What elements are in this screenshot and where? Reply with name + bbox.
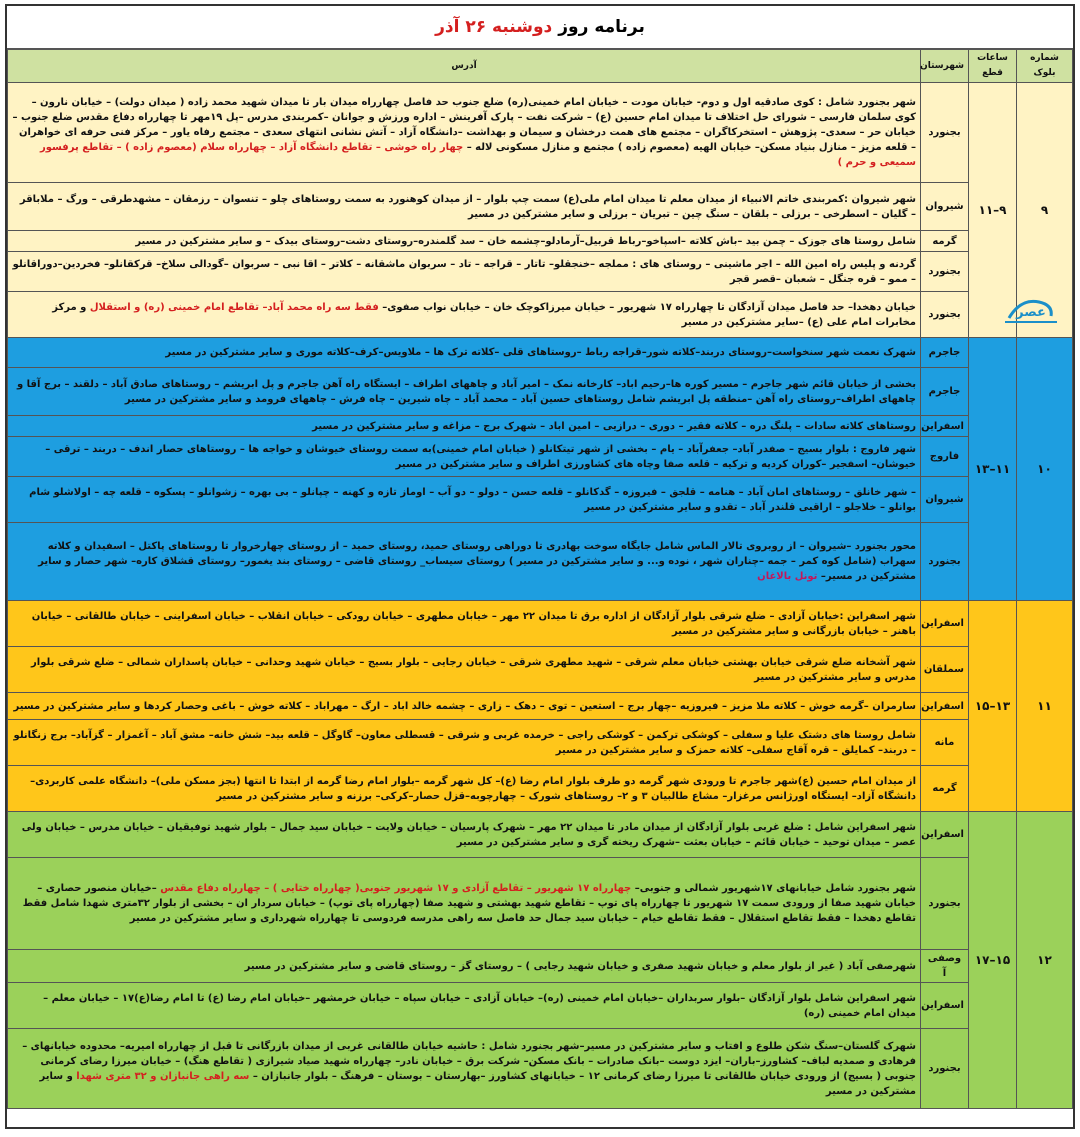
address-cell <box>8 812 921 858</box>
address-text: از میدان امام حسین (ع)شهر جاجرم تا ورودی شهر گرمه دو طرف بلوار امام رضا (ع)– کل شهر گرمه –بلوار امام رضا گرمه از ابتدا تا انتها (بجز مسکن ملی)– دانشگاه علمی کاربردی–دانشگاه آزاد– ایستگاه اورژانس مرغزار– مشاع طالبیان ۳ و ۲– روستاهای شورک – چهارچوبه–قزل حصار–کرکی– برزنه و سایر مشترکین در مسیر <box>30 775 916 802</box>
block-number: ۹ <box>1017 83 1073 338</box>
block-hours: ۹–۱۱ <box>969 83 1017 338</box>
city-cell: گرمه <box>921 231 969 252</box>
address-cell <box>8 338 921 368</box>
address-cell <box>8 231 921 252</box>
logo-text: عصر <box>1016 305 1046 320</box>
table-row <box>8 858 1073 950</box>
city-cell: اسفراین <box>921 812 969 858</box>
address-cell <box>8 601 921 647</box>
outage-table <box>7 49 1073 1109</box>
table-row <box>8 523 1073 601</box>
city-cell: اسفراین <box>921 601 969 647</box>
header-address: آدرس <box>8 50 921 83</box>
address-cell <box>8 252 921 292</box>
table-row <box>8 252 1073 292</box>
city-cell: فاروج <box>921 437 969 477</box>
city-cell: سملقان <box>921 647 969 693</box>
address-cell <box>8 720 921 766</box>
city-cell: گرمه <box>921 766 969 812</box>
city-cell: بجنورد <box>921 1029 969 1109</box>
address-cell <box>8 647 921 693</box>
address-text: شامل روستا های دشتک علیا و سفلی – کوشکی ترکمن – کوشکی راجی – خرمده غربی و شرقی – قسطلی معاون– گاوگل – قلعه بید– شش خانه– مشق آباد – آغمزار – گزآباد– برج زنگانلو – دربند– کمایلق – قره آقاج سفلی– کلاته حمزک و سایر مشترکین در مسیر <box>13 729 916 756</box>
address-text: – شهر خانلق – روستاهای امان آباد – هنامه – قلجق – فیروزه – گدکانلو – قلعه حسن – دولو – دو آب – اوماز تازه و کهنه – چپانلو – بی بهره – زشوانلو – پسکوه – قلعه چه – اولاشلو شام بوانلو – خلاجلو – اراقیی قلندر آباد – تقدو و سایر مشترکین در مسیر <box>29 486 916 513</box>
city-cell: جاجرم <box>921 368 969 416</box>
address-highlight: سه راهی جانبازان و ۳۲ متری شهدا <box>76 1070 250 1082</box>
page-title <box>7 6 1073 49</box>
city-cell: بجنورد <box>921 523 969 601</box>
address-text: خیابان دهخدا– حد فاصل میدان آزادگان تا چهارراه ۱۷ شهریور – خیابان میرزاکوچک خان – خیابان نواب صفوی– <box>382 301 916 313</box>
table-row <box>8 231 1073 252</box>
logo-graphic <box>1001 288 1061 332</box>
title-date: دوشنبه ۲۶ آذر <box>435 17 553 37</box>
address-cell <box>8 950 921 983</box>
city-cell: اسفراین <box>921 983 969 1029</box>
address-text: شهر اسفراین شامل : ضلع غربی بلوار آزادگان از میدان مادر تا میدان ۲۲ مهر – شهرک پارسیان – خیابان ولایت – خیابان سید جمال – بلوار شهید توفیقیان – خیابان مدرس – خیابان ولی عصر – میدان توحید – خیابان قائم – خیابان بعثت –شهرک ریخته گری و سایر مشترکین در مسیر <box>21 821 916 848</box>
address-text: شهر بجنورد شامل خیابانهای ۱۷شهریور شمالی و جنوبی– <box>634 883 916 894</box>
header-hours: ساعات قطع <box>969 50 1017 83</box>
table-row <box>8 647 1073 693</box>
table-row <box>8 83 1073 183</box>
address-cell <box>8 368 921 416</box>
table-row <box>8 292 1073 338</box>
table-row <box>8 416 1073 437</box>
address-cell <box>8 983 921 1029</box>
address-highlight: تونل بالاغان <box>757 571 818 582</box>
address-tail: و سایر مشترکین در مسیر <box>39 1070 916 1097</box>
city-cell: شیروان <box>921 183 969 231</box>
address-text: شهر اسفراین :خیابان آزادی – ضلع شرقی بلوار آزادگان از اداره برق تا میدان ۲۲ مهر – خیابان مطهری – خیابان رودکی – خیابان انقلاب – خیابان اسفراینی – خیابان طالقانی – خیابان باهنر – خیابان بازرگانی و سایر مشترکین در مسیر <box>31 610 916 637</box>
block-hours: ۱۱–۱۳ <box>969 338 1017 601</box>
city-cell: بجنورد <box>921 252 969 292</box>
city-cell: بجنورد <box>921 858 969 950</box>
block-hours: ۱۵–۱۷ <box>969 812 1017 1109</box>
table-row <box>8 720 1073 766</box>
address-cell <box>8 437 921 477</box>
city-cell: اسفراین <box>921 693 969 720</box>
address-text: گردنه و پلیس راه امین الله – اجر ماشینی – روستای های : مملجه –خنجقلو– تاتار – قراجه – تاد – سربوان ماشقانه – کلاتر – اقا نبی – سربوان –گودالی سلاخ– قرکقانلو– فخردین–دوراقانلو – ممو – قره جنگل – شعبان –قصر قجر <box>12 258 916 285</box>
table-header-row <box>8 50 1073 83</box>
address-text: شامل روستا های جوزک – چمن بید –باش کلاته –اسپاخو–رباط قربیل–آرمادلو–چشمه خان – سد گلمندره–روستای دشت–روستای بیدک – و سایر مشترکین در مسیر <box>135 235 916 247</box>
address-text: محور بجنورد –شیروان – از روبروی تالار الماس شامل جایگاه سوخت بهادری تا دوراهی روستای حمید، روستای حمید – از روستای چهارخروار تا روستاهای پاکتل – اسفیدان و کلاته سهراب (شامل کوه کمر – جمه –چناران شهر ، نوده و... و سایر مشترکین در مسیر ) روستای سیساب_ روستای قاضی – روستای بند یغمور– روستای قشلاق کاره– شهر حصار و سایر مشترکین در مسیر– <box>38 541 916 582</box>
address-highlight: فقط سه راه محمد آباد– تقاطع امام خمینی (ره) و استقلال <box>89 301 379 313</box>
city-cell: مانه <box>921 720 969 766</box>
address-text: شهر فاروج : بلوار بسیج – صفدر آباد– جعفرآباد – یام – بخشی از شهر تیتکانلو ( خیابان امام خمینی)به سمت روستای خیوشان و خواجه ها – روستاهای حصار اندف – دربند – ترقی – خیوشان– اسفجیر –کوران کردیه و ترکیه – قلعه صفا وچاه های کشاورزی اطراف و سایر مشترکین در مسیر <box>45 443 916 470</box>
address-tail: –خیابان منصور حصاری – خیابان شهید صفا از ورودی سمت ۱۷ شهریور تا چهارراه پای توپ – تقاطع شهید بهشتی و شهید صفا (چهارراه پای توپ) – خیابان سردار ان – بخشی از بلوار ۳۲متری شهدا شامل فقط تقاطع دهخدا – فقط تقاطع استقلال – فقط تقاطع خیام – خیابان سید جمال حد فاصل سه راهی مدرسه فردوسی تا چهارراه شهرداری و سایر مشترکین در مسیر <box>22 883 916 924</box>
address-text: سارمران –گرمه خوش – کلاته ملا مزیز – فیروزیه –چهار برج – استعین – توی – دهک – زاری – چشمه خالد اباد – ارگ – مهراباد – کلاته خوش – باغی وحصار کردها و سایر مشترکین در مسیر <box>13 700 916 712</box>
header-block: شماره بلوک <box>1017 50 1073 83</box>
address-text: شهرک نعمت شهر سنخواست–روستای دربند–کلاته شور–قراجه رباط –روستاهای قلی –کلاته ترک ها – ملاویس–کرف–کلاته موری و سایر مشترکین در مسیر <box>165 347 916 358</box>
table-row <box>8 338 1073 368</box>
address-text: شهر آشخانه ضلع شرقی خیابان بهشتی خیابان معلم شرقی – شهید مطهری شرقی – خیابان رجایی – بلوار بسیج – خیابان شهید وحدانی – خیابان پاسداران شمالی – ضلع شرقی بلوار مدرس و سایر مشترکین در مسیر <box>31 656 916 683</box>
table-row <box>8 477 1073 523</box>
table-row <box>8 601 1073 647</box>
table-row <box>8 950 1073 983</box>
table-row <box>8 437 1073 477</box>
header-city: شهرستان <box>921 50 969 83</box>
address-highlight: چهار راه خوشی – تقاطع دانشگاه آزاد – چهارراه سلام (معصوم زاده ) – تقاطع پرفسور سمیعی و حرم ) <box>39 142 916 168</box>
address-text: روستاهای کلاته سادات – پلنگ دره – کلاته فقیر – دوری – درازیی – امین اباد – شهرک برج – مزاغه و سایر مشترکین در مسیر <box>312 420 916 432</box>
block-hours: ۱۳–۱۵ <box>969 601 1017 812</box>
city-cell: جاجرم <box>921 338 969 368</box>
city-cell: شیروان <box>921 477 969 523</box>
address-cell <box>8 766 921 812</box>
city-cell: وصفی آ <box>921 950 969 983</box>
address-text: شهر شیروان :کمربندی خاتم الانبیاء از میدان معلم تا میدان امام ملی(ع) سمت چپ بلوار – از میدان کوهنورد به سمت روستاهای چلو – تنسوان – رزمقان – مشهدطرقی – ورگ – ملاباقر – گلیان – اسطرخی – برزلی – بلقان – سنگ چین – تبریان – برزلی و سایر مشترکین در مسیر <box>19 193 916 220</box>
table-row <box>8 368 1073 416</box>
address-text: شهر بجنورد شامل : کوی صادقیه اول و دوم- خیابان مودت – خیابان امام خمینی(ره) ضلع جنوب حد فاصل چهارراه میدان بار تا میدان شهید محمد زاده ( میدان دولت) – خیابان نارون – کوی سلمان فارسی – شورای حل اختلاف تا میدان امام حسین (ع) – شرکت نفت – پارک آفرینش – اداره ورزش و جوانان –کمربندی مدرس –پل ۱۹مهر تا چهارراه دفاع مقدس ضلع جنوب – خیابان حر – سعدی– پژوهش – استخرکاگران – مجتمع های همت درخشان و سیمان و بهداشت –دانشگاه آزاد – آتش نشانی انتهای سعدی – مجتمع رفاه یاور – مرکز فنی حرفه ای خواهران – قلعه مزیز – منازل بنیاد مسکن– خیابان الهیه (معصوم زاده ) مجتمع و منازل مسکونی لاله – <box>12 97 916 153</box>
table-body <box>8 83 1073 1109</box>
block-number: ۱۲ <box>1017 812 1073 1109</box>
address-tail: و مرکز مخابرات امام علی (ع) –سایر مشترکین در مسیر <box>52 301 916 328</box>
address-cell <box>8 416 921 437</box>
address-cell <box>8 83 921 183</box>
address-cell <box>8 523 921 601</box>
schedule-sheet <box>5 4 1075 1129</box>
address-text: شهر اسفراین شامل بلوار آزادگان –بلوار سربداران –خیابان امام خمینی (ره)– خیابان آزادی – خیابان سپاه – خیابان خرمشهر –خیابان امام رضا (ع) تا امام رضا(ع)۱۷ – خیابان معلم – میدان امام خمینی (ره) <box>43 992 916 1019</box>
title-text: برنامه روز <box>558 17 645 37</box>
address-highlight: چهارراه ۱۷ شهریور – تقاطع آزادی و ۱۷ شهریور جنوبی( چهارراه ختایی ) – چهارراه دفاع مقدس <box>160 883 632 894</box>
table-row <box>8 983 1073 1029</box>
block-number: ۱۰ <box>1017 338 1073 601</box>
address-text: شهرک گلستان–سنگ شکن طلوع و افتاب و سایر مشترکین در مسیر–شهر بجنورد شامل : حاشیه خیابان طالقانی غربی از میدان بازرگانی تا قبل از چهارراه امیریه– محدوده خیابانهای –فرهادی و صمدیه لباف– کشاورز–باران– ایزد دوست –بانک صادرات – بانک مسکن– شرکت برق – خیابان نادر– چهارراه شهید صیاد شیرازی ( تقاطع هنگ) – خیابان میرزا رضای کرمانی جنوبی ( بسیج) از ورودی خیابان طالقانی تا میرزا رضای کرمانی ۱۲ – خیابانهای کشاورز –بهارستان – بوستان – فرهنگ – بلوار جانبازان – <box>22 1040 916 1082</box>
address-text: بخشی از خیابان قائم شهر جاجرم – مسیر کوره ها–رحیم اباد– کارخانه نمک – امیر آباد و چاههای اطراف – ایستگاه راه آهن جاجرم و پل ابریشم – روستاهای صادق آباد – دلقند – برج آقا و چاههای اطراف–روستای راه آهن –منطقه پل ابریشم شامل روستاهای حسین آباد – محمد آباد – چاه شیرین – چاه فرش – چاههای فرومد و سایر مشترکین در مسیر <box>16 378 916 405</box>
address-cell <box>8 858 921 950</box>
address-cell <box>8 183 921 231</box>
block-number: ۱۱ <box>1017 601 1073 812</box>
address-cell <box>8 292 921 338</box>
table-row <box>8 693 1073 720</box>
table-row <box>8 766 1073 812</box>
address-cell <box>8 1029 921 1109</box>
city-cell: بجنورد <box>921 292 969 338</box>
table-row <box>8 812 1073 858</box>
brand-logo-icon <box>1001 288 1061 332</box>
address-text: شهرصفی آباد ( غیر از بلوار معلم و خیابان شهید صفری و خیابان شهید رجایی ) – روستای گز – روستای قاضی و سایر مشترکین در مسیر <box>244 960 916 972</box>
address-cell <box>8 693 921 720</box>
address-cell <box>8 477 921 523</box>
table-row <box>8 1029 1073 1109</box>
city-cell: بجنورد <box>921 83 969 183</box>
table-row <box>8 183 1073 231</box>
city-cell: اسفراین <box>921 416 969 437</box>
